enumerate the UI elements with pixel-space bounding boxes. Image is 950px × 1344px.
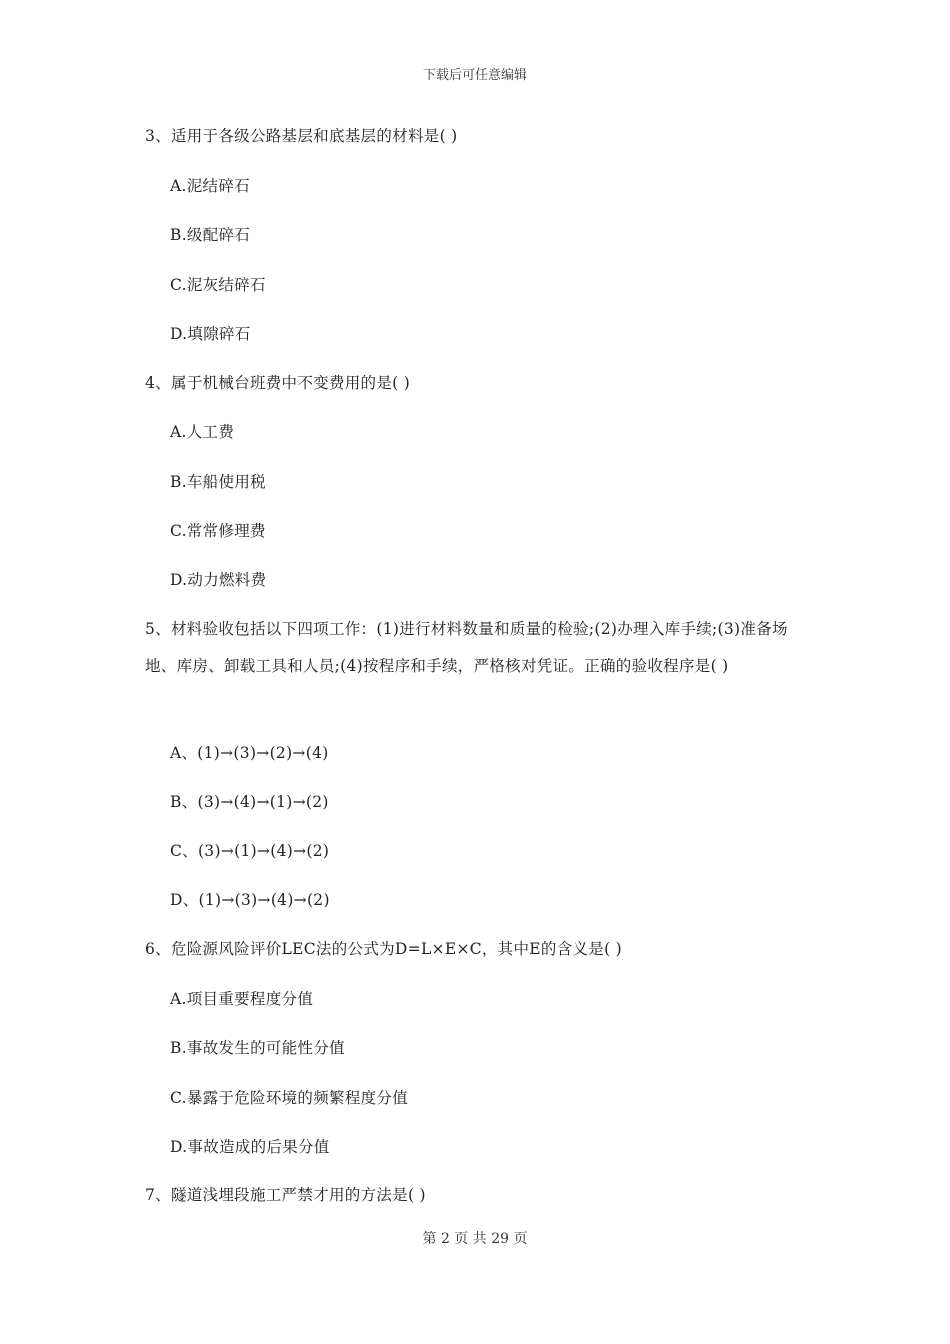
question-6-stem: 6、危险源风险评价LEC法的公式为D=L×E×C，其中E的含义是( ) (145, 940, 623, 958)
question-4-option-b: B.车船使用税 (170, 473, 266, 491)
question-6-option-c: C.暴露于危险环境的频繁程度分值 (170, 1089, 409, 1107)
question-4-option-c: C.常常修理费 (170, 522, 266, 540)
question-4-option-d: D.动力燃料费 (170, 571, 267, 589)
page-header: 下载后可任意编辑 (422, 68, 527, 83)
question-3-option-a: A.泥结碎石 (170, 177, 250, 195)
question-6-option-b: B.事故发生的可能性分值 (170, 1039, 345, 1057)
question-3-stem: 3、适用于各级公路基层和底基层的材料是( ) (145, 127, 458, 145)
question-5-option-d: D、(1)→(3)→(4)→(2) (170, 891, 330, 909)
question-4-stem: 4、属于机械台班费中不变费用的是( ) (145, 374, 411, 392)
question-3-option-c: C.泥灰结碎石 (170, 276, 266, 294)
question-4-option-a: A.人工费 (170, 423, 235, 441)
question-5-option-c: C、(3)→(1)→(4)→(2) (170, 842, 330, 860)
page-footer: 第 2 页 共 29 页 (422, 1231, 528, 1247)
question-6-option-a: A.项目重要程度分值 (170, 990, 314, 1008)
question-5-stem: 5、材料验收包括以下四项工作：(1)进行材料数量和质量的检验;(2)办理入库手续;(3)准备场地、库房、卸载工具和人员;(4)按程序和手续，严格核对凭证。正确的验收程序是( ) (145, 620, 788, 675)
question-5-option-b: B、(3)→(4)→(1)→(2) (170, 793, 329, 811)
question-5-option-a: A、(1)→(3)→(2)→(4) (170, 744, 329, 762)
question-6-option-d: D.事故造成的后果分值 (170, 1138, 330, 1156)
question-3-option-b: B.级配碎石 (170, 226, 251, 244)
question-3-option-d: D.填隙碎石 (170, 325, 251, 343)
question-7-stem: 7、隧道浅埋段施工严禁才用的方法是( ) (145, 1186, 426, 1204)
